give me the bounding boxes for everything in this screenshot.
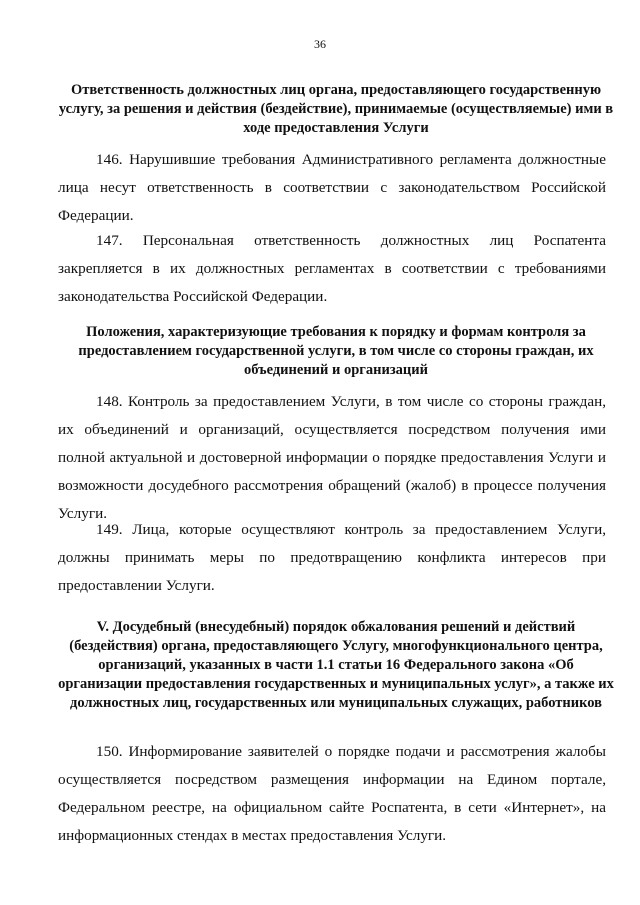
section-heading-responsibility: Ответственность должностных лиц органа, предоставляющего государственную услугу, за решения и действия (бездействие), принимаемые (осуществляемые) ими в ходе предоставления Услуги: [58, 82, 614, 136]
section-heading-v-appeal: V. Досудебный (внесудебный) порядок обжалования решений и действий (бездействия) органа, предоставляющего Услугу, многофункционального центра, организаций, указанных в части 1.1 статьи 16 Федерального закона «Об организации предоставления государственных и муниципальных услуг», а также их должностных лиц, государственных или муниципальных служащих, работников: [58, 619, 614, 711]
paragraph-146: 146. Нарушившие требования Административного регламента должностные лица несут ответственность в соответствии с законодательством Российской Федерации.: [58, 151, 606, 224]
page-number: 36: [314, 37, 326, 51]
paragraph-150: 150. Информирование заявителей о порядке подачи и рассмотрения жалобы осуществляется посредством размещения информации на Едином портале, Федеральном реестре, на официальном сайте Роспатента, в сети «Интернет», на информационных стендах в местах предоставления Услуги.: [58, 743, 606, 844]
paragraph-149: 149. Лица, которые осуществляют контроль за предоставлением Услуги, должны принимать меры по предотвращению конфликта интересов при предоставлении Услуги.: [58, 521, 606, 594]
paragraph-147: 147. Персональная ответственность должностных лиц Роспатента закрепляется в их должностных регламентах в соответствии с требованиями законодательства Российской Федерации.: [58, 232, 606, 305]
section-heading-control: Положения, характеризующие требования к порядку и формам контроля за предоставлением государственной услуги, в том числе со стороны граждан, их объединений и организаций: [78, 324, 594, 378]
paragraph-148: 148. Контроль за предоставлением Услуги, в том числе со стороны граждан, их объединений и организаций, осуществляется посредством получения ими полной актуальной и достоверной информации о порядке предоставления Услуги и возможности досудебного рассмотрения обращений (жалоб) в процессе получения Услуги.: [58, 393, 606, 522]
